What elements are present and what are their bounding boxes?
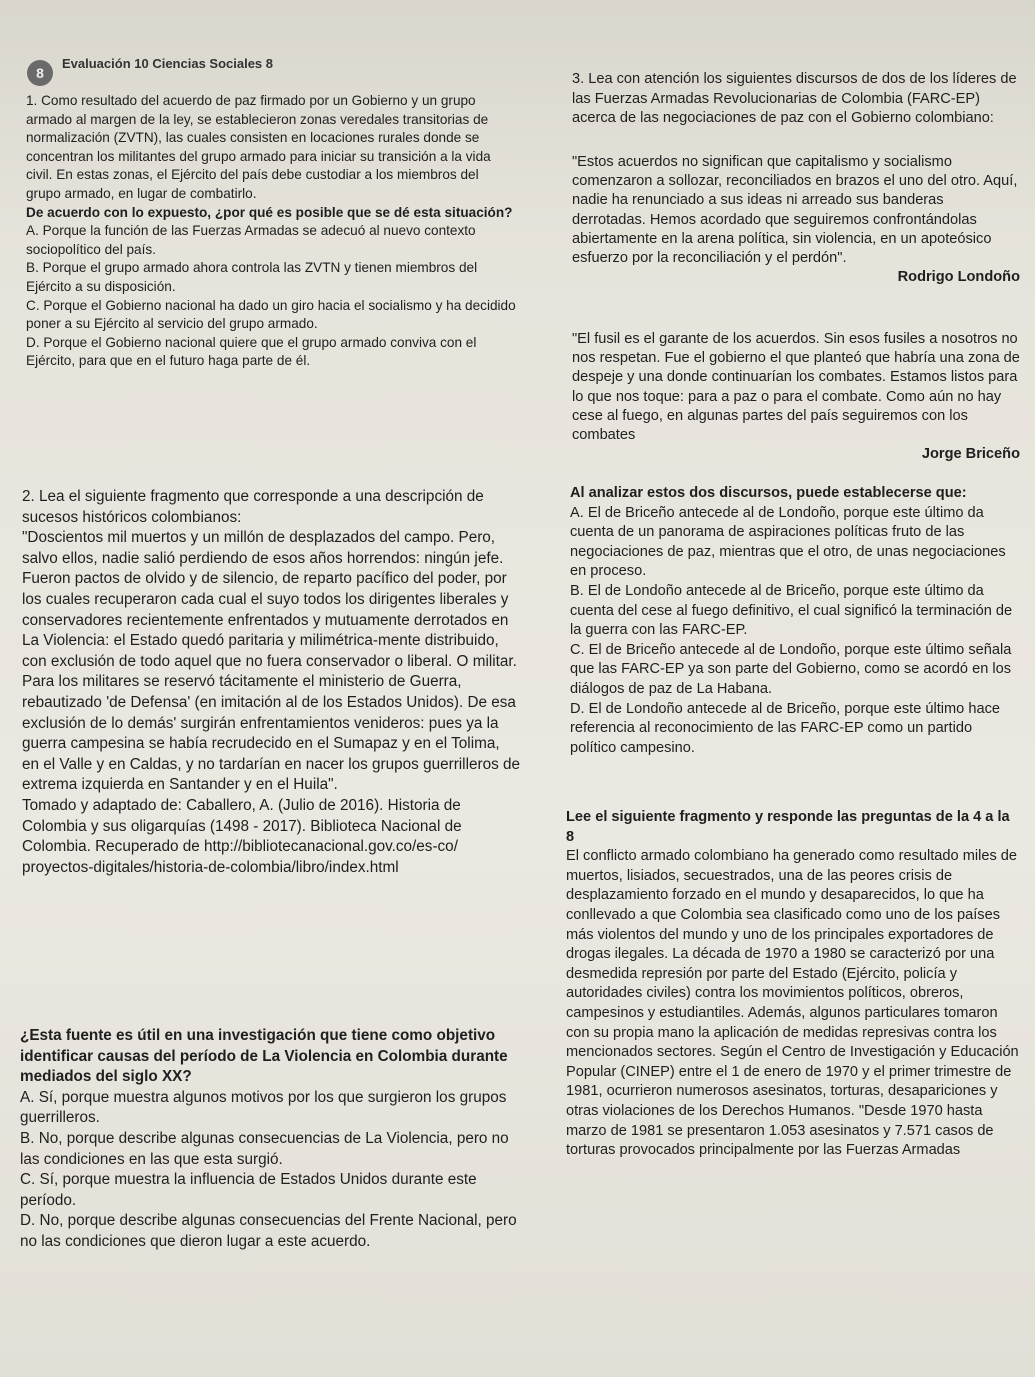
q3-question: Al analizar estos dos discursos, puede establecerse que: <box>570 485 967 501</box>
q1-option-b: B. Porque el grupo armado ahora controla las ZVTN y tienen miembros del Ejército a su disposición. <box>26 260 478 294</box>
q3-speech-1: "Estos acuerdos no significan que capitalismo y socialismo comenzaron a sollozar, reconciliados en brazos el uno del otro. Aquí, nadie ha renunciado a sus ideas ni arreado sus banderas derrotadas. Hemos acordado que seguiremos confrontándolas abiertamente en la arena política, sin violencia, en un apoteósico esfuerzo por la reconciliación y el perdón". <box>572 154 1018 267</box>
q3-speech-2-block <box>572 330 1020 464</box>
fragment-text: El conflicto armado colombiano ha generado como resultado miles de muertos, lisiados, secuestrados, una de las peores crisis de desplazamiento forzado en el mundo y desaparecidos, lo que ha conllevado a que Colombia sea clasificado como uno de los países más violentos del mundo y uno de los principales exportadores de drogas ilegales. La década de 1970 a 1980 se caracterizó por una desmedida represión por parte del Estado (Ejército, policía y autoridades civiles) contra los movimientos políticos, obreros, campesinos y estudiantiles. Además, algunos particulares tomaron con su propia mano la aplicación de medidas represivas contra los mencionados sectores. Según el Centro de Investigación y Educación Popular (CINEP) entre el 1 de enero de 1970 y el primer trimestre de 1981, ocurrieron numerosos asesinatos, torturas, desapariciones y otras violaciones de los Derechos Humanos. "Desde 1970 hasta marzo de 1981 se presentaron 1.053 asesinatos y 7.571 casos de torturas provocados principalmente por las Fuerzas Armadas <box>566 848 1019 1159</box>
q2-option-c: C. Sí, porque muestra la influencia de Estados Unidos durante este período. <box>20 1171 477 1209</box>
q3-speaker-2: Jorge Briceño <box>921 446 1020 463</box>
exam-logo: 8 <box>27 60 53 86</box>
q3-speech-1-block <box>572 153 1020 287</box>
q2-option-a: A. Sí, porque muestra algunos motivos por los que surgieron los grupos guerrilleros. <box>20 1088 507 1127</box>
q1-option-d: D. Porque el Gobierno nacional quiere que el grupo armado conviva con el Ejército, para que en el futuro haga parte de él. <box>26 334 477 369</box>
question-1 <box>26 92 516 371</box>
q1-option-c: C. Porque el Gobierno nacional ha dado un giro hacia el socialismo y ha decidido poner a su Ejército al servicio del grupo armado. <box>26 297 516 332</box>
q1-stem: 1. Como resultado del acuerdo de paz firmado por un Gobierno y un grupo armado al margen de la ley, se establecieron zonas veredales transitorias de normalización (ZVTN), las cuales consisten en locaciones rurales donde se concentran los militantes del grupo armado para iniciar su transición a la vida civil. En estas zonas, el Ejército del país debe custodiar a los miembros del grupo armado, en lugar de combatirlo. <box>26 93 491 201</box>
q3-option-b: B. El de Londoño antecede al de Briceño, porque este último da cuenta del cese al fuego definitivo, el cual significó la terminación de la guerra con las FARC-EP. <box>570 582 1013 639</box>
question-2 <box>22 487 520 878</box>
q3-option-a: A. El de Briceño antecede al de Londoño, porque este último da cuenta de un panorama de aspiraciones políticas fruto de las negociaciones de paz, mientras que el otro, de unas negociaciones en proceso. <box>570 504 1006 580</box>
q2-source: Tomado y adaptado de: Caballero, A. (Julio de 2016). Historia de Colombia y sus oligarquías (1498 - 2017). Biblioteca Nacional de Colombia. Recuperado de http://bibliotecanacional.gov.co/es-co/ proyectos-digitales/historia-de-colombia/libro/index.html <box>22 796 462 876</box>
q3-speaker-1: Rodrigo Londoño <box>897 269 1020 286</box>
q2-option-d: D. No, porque describe algunas consecuencias del Frente Nacional, pero no las condiciones que dieron lugar a este acuerdo. <box>20 1212 517 1250</box>
q1-option-a: A. Porque la función de las Fuerzas Armadas se adecuó al nuevo contexto sociopolítico del país. <box>26 223 476 257</box>
q2-quote: "Doscientos mil muertos y un millón de desplazados del campo. Pero, salvo ellos, nadie salió perdiendo de esos años horrendos: ningún jefe. Fueron pactos de olvido y de silencio, de reparto pacífico del poder, por los cuales recuperaron cada cual el suyo todos los dirigentes liberales y conservadores recientemente enfrentados y mutuamente derrotados en La Violencia: el Estado quedó paritaria y milimétrica-mente distribuido, con exclusión de todo aquel que no fuera conservador o liberal. O militar. Para los militares se reservó tácitamente el ministerio de Guerra, rebautizado 'de Defensa' (en imitación al de los Estados Unidos). De esa exclusión de lo demás' surgirán enfrentamientos venideros: pues ya la guerra campesina se había recrudecido en el Sumapaz y en el Tolima, en el Valle y en Caldas, y no tardarían en nacer los grupos guerrilleros de extrema izquierda en Santander y en el Huila". <box>22 529 521 794</box>
exam-header-title: Evaluación 10 Ciencias Sociales 8 <box>62 56 274 71</box>
q2-question: ¿Esta fuente es útil en una investigación que tiene como objetivo identificar causas del período de La Violencia en Colombia durante mediados del siglo XX? <box>20 1027 508 1086</box>
question-3 <box>572 70 1020 129</box>
q1-question: De acuerdo con lo expuesto, ¿por qué es posible que se dé esta situación? <box>26 204 513 220</box>
q3-stem: 3. Lea con atención los siguientes discursos de dos de los líderes de las Fuerzas Armadas Revolucionarias de Colombia (FARC-EP) acerca de las negociaciones de paz con el Gobierno colombiano: <box>572 71 1017 127</box>
q3-speech-2: "El fusil es el garante de los acuerdos. Sin esos fusiles a nosotros no nos respetan. Fue el gobierno el que planteó que habría una zona de despeje y una donde continuarían los combates. Estamos listos para lo que nos toque: para a paz o para el combate. Como aún no hay cese al fuego, en algunas partes del país seguiremos con los combates <box>572 331 1020 444</box>
fragment-intro: Lee el siguiente fragmento y responde las preguntas de la 4 a la 8 <box>566 809 1010 845</box>
q3-option-d: D. El de Londoño antecede al de Briceño, porque este último hace referencia al reconocimiento de las FARC-EP como un partido político campesino. <box>570 700 1000 756</box>
q3-analysis <box>570 484 1020 758</box>
reading-fragment <box>566 808 1020 1161</box>
q2-option-b: B. No, porque describe algunas consecuencias de La Violencia, pero no las condiciones en las que esta surgió. <box>20 1129 509 1168</box>
q3-option-c: C. El de Briceño antecede al de Londoño, porque este último señala que las FARC-EP ya son parte del Gobierno, como se acordó en los diálogos de paz de La Habana. <box>570 641 1012 697</box>
q2-stem: 2. Lea el siguiente fragmento que corresponde a una descripción de sucesos históricos colombianos: <box>22 488 484 526</box>
question-2-prompt <box>20 1026 520 1253</box>
